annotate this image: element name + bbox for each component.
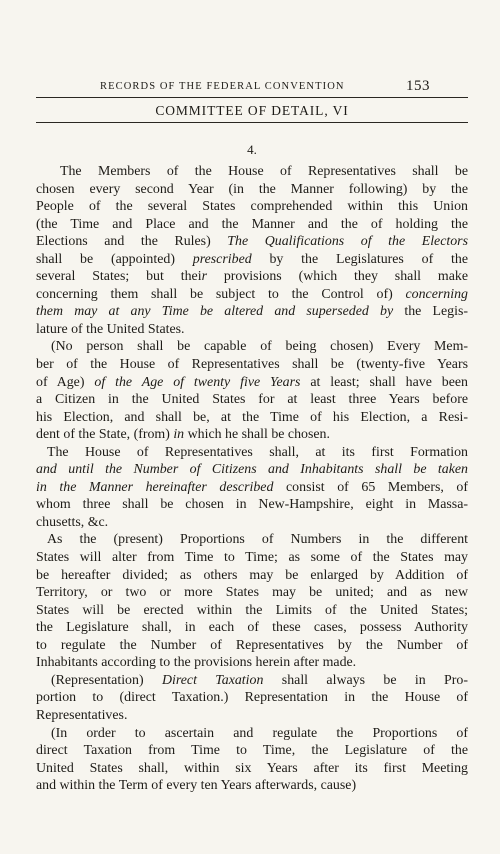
text-line (36, 567, 468, 585)
text-segment: Elections and the Rules) (36, 234, 228, 250)
text-segment: chusetts, &c. (36, 514, 109, 530)
text-segment: States will alter from Time to Time; as some of the States may (36, 550, 468, 566)
text-line (36, 286, 468, 304)
text-segment: consist of 65 Members, of (273, 479, 469, 495)
text-line (36, 426, 468, 444)
italic-text: prescribed (192, 251, 252, 267)
text-line (36, 742, 468, 760)
text-segment: direct Taxation from Time to Time, the Legislature of the (36, 743, 468, 759)
text-line (36, 321, 468, 339)
text-segment: concerning them shall be subject to the Control of) (36, 286, 406, 302)
text-segment: The Members of the House of Representatives shall be (60, 164, 468, 179)
italic-text: them may at any Time be altered and superseded by (36, 304, 394, 320)
text-segment: Territory, or two or more States may be united; and as new (36, 585, 468, 601)
header-rule-bottom (36, 122, 468, 123)
body-text (36, 163, 468, 795)
text-segment: dent of the State, (from) (36, 427, 174, 443)
text-segment: to regulate the Number of Representatives by the Number of (36, 637, 468, 653)
text-line (36, 496, 468, 514)
item-number: 4. (247, 142, 257, 157)
text-segment: (the Time and Place and the Manner and the of holding the (36, 216, 468, 232)
text-segment: States will be erected within the Limits of the United States; (36, 602, 468, 618)
page-number: 153 (406, 78, 430, 94)
text-line (36, 654, 468, 672)
text-segment: which he shall be chosen. (184, 427, 330, 443)
running-head (100, 79, 430, 95)
text-line (36, 777, 468, 795)
header-rule-top (36, 97, 468, 98)
text-segment: be hereafter divided; as others may be enlarged by Addition of (36, 567, 468, 583)
text-line (36, 216, 468, 234)
text-segment: provisions (which they shall make (206, 269, 468, 285)
text-segment: whom three shall be chosen in New-Hampshire, eight in Massa- (36, 497, 468, 513)
text-segment: United States shall, within six Years after its first Meeting (36, 760, 468, 776)
text-segment: a Citizen in the United States for at least three Years before (36, 392, 468, 408)
text-segment: ber of the House of Representatives shall be (twenty-five Years (36, 357, 468, 373)
text-line (36, 602, 468, 620)
text-segment: shall be (appointed) (36, 251, 193, 267)
text-segment: portion to (direct Taxation.) Representation in the House of (36, 690, 468, 706)
text-line (36, 181, 468, 199)
text-line (36, 514, 468, 532)
text-line (36, 549, 468, 567)
section-title: COMMITTEE OF DETAIL, VI (155, 103, 349, 118)
text-line (36, 531, 468, 549)
text-segment: People of the several States comprehended within this Union (36, 199, 468, 215)
text-line (36, 233, 468, 251)
running-title: RECORDS OF THE FEDERAL CONVENTION (100, 81, 345, 92)
text-segment: Representatives. (36, 707, 128, 723)
text-line (36, 374, 468, 392)
text-line (36, 356, 468, 374)
italic-text: in (173, 427, 185, 443)
text-line (36, 338, 468, 356)
text-line (36, 268, 468, 286)
text-segment: the Legislature shall, in each of these cases, possess Authority (36, 620, 468, 636)
text-line (36, 637, 468, 655)
text-line (36, 725, 468, 743)
text-segment: chosen every second Year (in the Manner following) by the (36, 181, 468, 197)
text-segment: several States; but thei (36, 269, 202, 285)
italic-text: Direct Taxation (161, 672, 264, 688)
text-line (36, 584, 468, 602)
text-line (36, 303, 468, 321)
text-segment: lature of the United States. (36, 321, 185, 337)
italic-text: The Qualifications of the Electors (227, 234, 468, 250)
italic-text: r (201, 269, 207, 285)
text-segment: the Legis- (393, 304, 469, 320)
text-line (36, 672, 468, 690)
text-segment: at least; shall have been (300, 374, 468, 390)
text-segment: shall always be in Pro- (263, 672, 468, 688)
text-segment: by the Legislatures of the (251, 251, 468, 267)
text-line (36, 391, 468, 409)
text-segment: his Election, and shall be, at the Time of his Election, a Resi- (36, 409, 468, 425)
text-line (36, 251, 468, 269)
text-line (36, 163, 468, 181)
italic-text: in the Manner hereinafter described (36, 479, 274, 495)
text-segment: of Age) (36, 374, 95, 390)
text-line (36, 444, 468, 462)
text-segment: (In order to ascertain and regulate the Proportions of (51, 725, 468, 741)
text-segment: The House of Representatives shall, at its first Formation (47, 444, 468, 460)
text-line (36, 689, 468, 707)
text-line (36, 707, 468, 725)
text-segment: As the (present) Proportions of Numbers in the different (47, 532, 468, 548)
italic-text: and until the Number of Citizens and Inhabitants shall be taken (36, 462, 468, 478)
text-line (36, 198, 468, 216)
text-segment: (No person shall be capable of being chosen) Every Mem- (51, 339, 468, 355)
text-line (36, 619, 468, 637)
text-line (36, 461, 468, 479)
text-segment: and within the Term of every ten Years afterwards, cause) (36, 778, 357, 794)
text-line (36, 760, 468, 778)
text-segment: Inhabitants according to the provisions herein after made. (36, 655, 357, 671)
italic-text: of the Age of twenty five Years (94, 374, 301, 390)
text-line (36, 409, 468, 427)
text-line (36, 479, 468, 497)
text-segment: (Representation) (51, 672, 162, 688)
italic-text: concerning (405, 286, 468, 302)
